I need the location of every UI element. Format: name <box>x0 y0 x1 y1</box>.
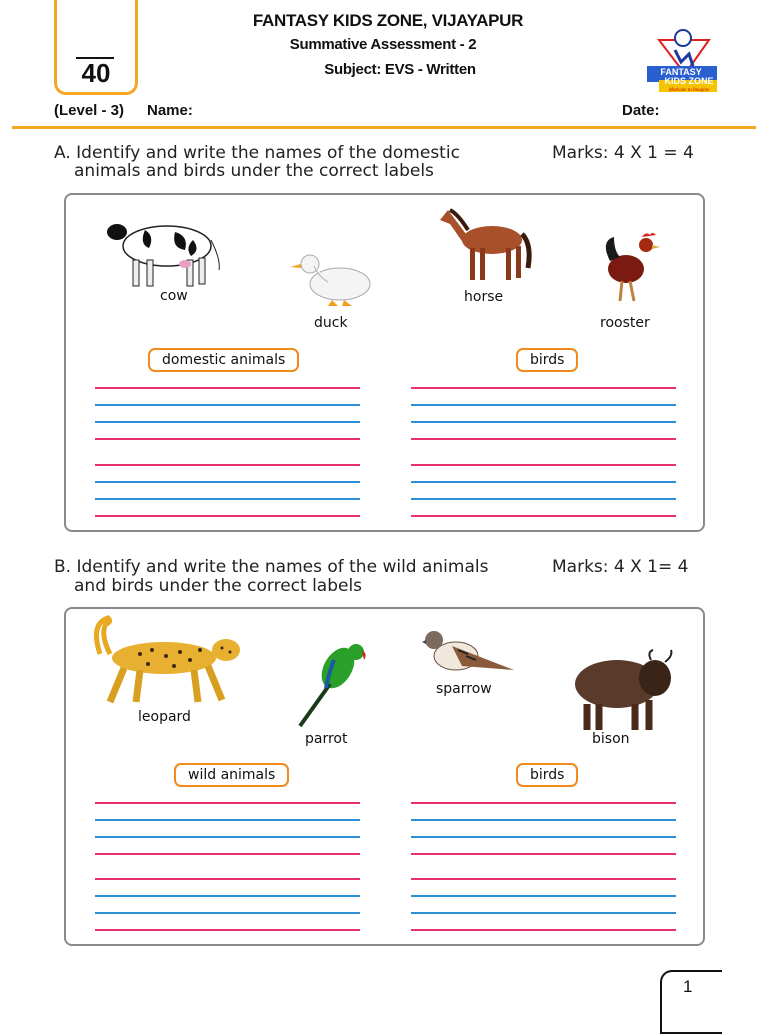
writing-line[interactable] <box>95 404 360 406</box>
animal-label-sparrow: sparrow <box>436 681 492 697</box>
name-label: Name: <box>147 102 193 119</box>
writing-line[interactable] <box>411 498 676 500</box>
writing-line[interactable] <box>411 895 676 897</box>
writing-line[interactable] <box>95 498 360 500</box>
writing-line[interactable] <box>411 438 676 440</box>
svg-text:Motivate to Imagine: Motivate to Imagine <box>668 88 710 93</box>
writing-line[interactable] <box>411 421 676 423</box>
question-a-line1: A. Identify and write the names of the domestic <box>54 143 460 163</box>
cow-image <box>105 210 225 295</box>
writing-line[interactable] <box>411 836 676 838</box>
category-label-domestic-animals: domestic animals <box>148 348 299 372</box>
school-logo <box>645 28 719 96</box>
exam-title: Summative Assessment - 2 <box>289 36 477 53</box>
horse-image <box>436 204 536 289</box>
duck-image <box>288 252 374 313</box>
writing-line[interactable] <box>411 515 676 517</box>
date-label: Date: <box>622 102 660 119</box>
sparrow-image <box>422 626 516 687</box>
question-b-marks: Marks: 4 X 1= 4 <box>552 557 689 577</box>
animal-label-cow: cow <box>160 288 188 304</box>
category-label-birds-b: birds <box>516 763 578 787</box>
writing-line[interactable] <box>411 929 676 931</box>
animal-label-horse: horse <box>464 289 504 305</box>
writing-line[interactable] <box>95 802 360 804</box>
writing-line[interactable] <box>95 912 360 914</box>
category-label-wild-animals: wild animals <box>174 763 289 787</box>
category-label-birds-a: birds <box>516 348 578 372</box>
writing-line[interactable] <box>411 912 676 914</box>
writing-line[interactable] <box>411 802 676 804</box>
level-label: (Level - 3) <box>54 102 125 119</box>
question-a-marks: Marks: 4 X 1 = 4 <box>552 143 694 163</box>
writing-line[interactable] <box>411 387 676 389</box>
leopard-image <box>90 614 246 713</box>
writing-line[interactable] <box>411 404 676 406</box>
svg-text:FANTASY: FANTASY <box>660 67 702 77</box>
writing-line[interactable] <box>411 853 676 855</box>
writing-line[interactable] <box>95 929 360 931</box>
writing-line[interactable] <box>95 819 360 821</box>
question-b-line1: B. Identify and write the names of the wild animals <box>54 557 489 577</box>
writing-line[interactable] <box>95 878 360 880</box>
writing-line[interactable] <box>95 836 360 838</box>
bison-image <box>569 648 677 737</box>
rooster-image <box>600 231 662 310</box>
total-marks: 40 <box>81 58 111 88</box>
writing-line[interactable] <box>95 515 360 517</box>
animal-label-leopard: leopard <box>138 709 191 725</box>
animal-label-duck: duck <box>314 315 348 331</box>
writing-line[interactable] <box>411 878 676 880</box>
animal-label-bison: bison <box>592 731 630 747</box>
writing-line[interactable] <box>411 481 676 483</box>
parrot-image <box>296 640 368 735</box>
animal-label-parrot: parrot <box>305 731 348 747</box>
svg-text:KIDS ZONE: KIDS ZONE <box>664 76 714 86</box>
writing-line[interactable] <box>411 464 676 466</box>
school-name: FANTASY KIDS ZONE, VIJAYAPUR <box>252 11 524 30</box>
animal-label-rooster: rooster <box>600 315 650 331</box>
question-b-line2: and birds under the correct labels <box>74 576 363 596</box>
writing-line[interactable] <box>411 819 676 821</box>
writing-line[interactable] <box>95 387 360 389</box>
question-a-line2: animals and birds under the correct labels <box>74 161 434 181</box>
writing-line[interactable] <box>95 464 360 466</box>
subject-title: Subject: EVS - Written <box>324 61 476 78</box>
writing-line[interactable] <box>95 421 360 423</box>
writing-line[interactable] <box>95 895 360 897</box>
writing-line[interactable] <box>95 438 360 440</box>
header-divider <box>12 126 756 129</box>
writing-line[interactable] <box>95 481 360 483</box>
page-number: 1 <box>683 977 693 996</box>
writing-line[interactable] <box>95 853 360 855</box>
